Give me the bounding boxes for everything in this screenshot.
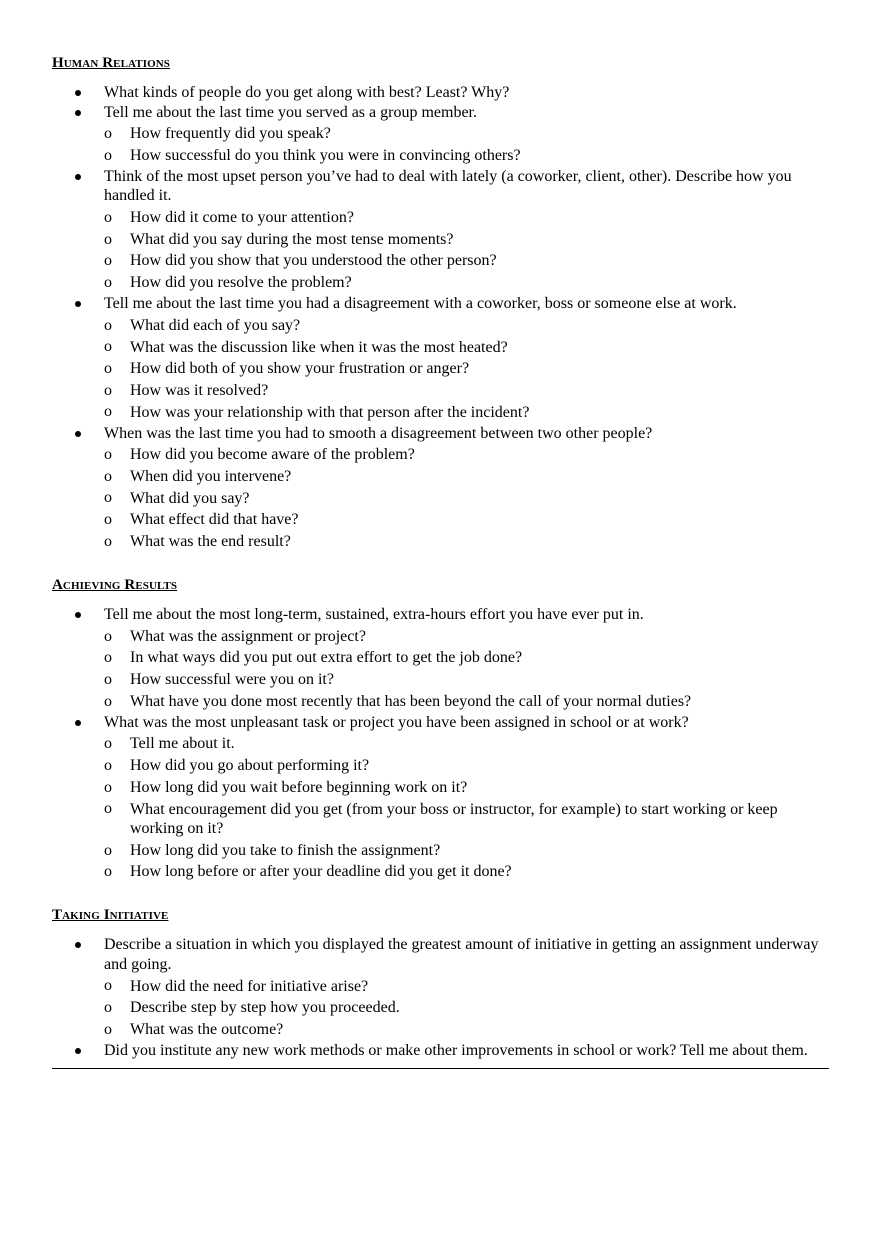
circle-bullet-icon: o: [104, 649, 112, 667]
sub-list-item: [104, 690, 825, 712]
section-heading: Human Relations: [52, 55, 171, 71]
sub-list: [104, 314, 829, 422]
sub-list-item: [104, 465, 825, 487]
sub-list-item: [104, 860, 825, 882]
circle-bullet-icon: o: [104, 360, 112, 377]
bullet-icon: [75, 612, 81, 618]
sub-list-item: [104, 122, 825, 144]
bullet-list: [52, 935, 829, 1060]
sub-question-text: How did you become aware of the problem?: [130, 446, 415, 464]
circle-bullet-icon: o: [104, 735, 112, 753]
sub-list: [104, 732, 829, 882]
sub-list-item: [104, 144, 825, 166]
sub-list-item: [104, 996, 825, 1018]
bullet-list: [52, 605, 829, 883]
sub-question-text: How long did you take to finish the assignment?: [130, 841, 441, 859]
sub-list-item: [104, 228, 825, 250]
sub-question-text: What did you say during the most tense moments?: [130, 230, 454, 248]
sub-list-item: [104, 625, 825, 647]
sub-question-text: How was your relationship with that person after the incident?: [130, 403, 530, 421]
list-item: [52, 167, 829, 294]
question-text: Tell me about the last time you served as a group member.: [104, 103, 477, 121]
circle-bullet-icon: o: [104, 800, 112, 818]
circle-bullet-icon: o: [104, 999, 112, 1017]
sub-question-text: In what ways did you put out extra effort to get the job done?: [130, 649, 523, 667]
question-text: Did you institute any new work methods or make other improvements in school or work? Tell me about them.: [104, 1041, 808, 1059]
circle-bullet-icon: o: [104, 316, 112, 334]
circle-bullet-icon: o: [104, 125, 112, 142]
section: [52, 54, 829, 553]
circle-bullet-icon: o: [104, 489, 112, 507]
bullet-icon: [75, 174, 81, 180]
question-text: Tell me about the most long-term, sustained, extra-hours effort you have ever put in.: [104, 606, 644, 623]
sub-question-text: When did you intervene?: [130, 467, 292, 485]
question-text: Tell me about the last time you had a disagreement with a coworker, boss or someone else at work.: [104, 295, 737, 313]
list-item: [52, 935, 829, 1041]
sub-list: [104, 206, 829, 293]
circle-bullet-icon: o: [104, 532, 112, 550]
sub-question-text: What was the discussion like when it was the most heated?: [130, 338, 508, 356]
sub-list: [104, 443, 829, 551]
bullet-icon: [75, 301, 81, 307]
sub-list-item: [104, 335, 825, 357]
sub-list-item: [104, 379, 825, 401]
sub-list-item: [104, 249, 825, 271]
sub-list-item: [104, 668, 825, 690]
circle-bullet-icon: o: [104, 146, 112, 164]
sub-list-item: [104, 271, 825, 293]
question-text: Think of the most upset person you’ve had to deal with lately (a coworker, client, other). Describe how you handled it.: [104, 167, 792, 205]
sub-list-item: [104, 508, 825, 530]
sub-list-item: [104, 776, 825, 798]
circle-bullet-icon: o: [104, 446, 112, 464]
bullet-list: [52, 83, 829, 553]
circle-bullet-icon: o: [104, 670, 112, 688]
sub-list-item: [104, 754, 825, 776]
circle-bullet-icon: o: [104, 511, 112, 529]
question-text: When was the last time you had to smooth a disagreement between two other people?: [104, 424, 653, 442]
sub-question-text: What was the assignment or project?: [130, 627, 366, 645]
question-text: What was the most unpleasant task or project you have been assigned in school or at work?: [104, 713, 689, 731]
list-item: [52, 103, 829, 167]
sub-list-item: [104, 839, 825, 861]
list-item: [52, 83, 829, 103]
circle-bullet-icon: o: [104, 692, 112, 710]
circle-bullet-icon: o: [104, 273, 112, 291]
sub-question-text: How did it come to your attention?: [130, 209, 354, 227]
sub-question-text: How did you resolve the problem?: [130, 274, 352, 292]
circle-bullet-icon: o: [104, 230, 112, 248]
circle-bullet-icon: o: [104, 778, 112, 796]
circle-bullet-icon: o: [104, 863, 112, 881]
sub-question-text: How frequently did you speak?: [130, 125, 331, 143]
sub-question-text: What effect did that have?: [130, 511, 299, 529]
bullet-icon: [75, 431, 81, 437]
sub-question-text: How successful do you think you were in convincing others?: [130, 146, 521, 164]
bullet-icon: [75, 720, 81, 726]
sub-list-item: [104, 314, 825, 336]
sub-list-item: [104, 357, 825, 379]
section: [52, 576, 829, 883]
list-item: [52, 294, 829, 423]
circle-bullet-icon: o: [104, 977, 112, 995]
sub-question-text: What have you done most recently that has been beyond the call of your normal duties?: [130, 692, 692, 710]
circle-bullet-icon: o: [104, 208, 112, 226]
section-heading: Achieving Results: [52, 577, 178, 593]
sub-list-item: [104, 400, 825, 422]
section: [52, 906, 829, 1060]
sub-list-item: [104, 797, 825, 838]
bullet-icon: [75, 1048, 81, 1054]
circle-bullet-icon: o: [104, 627, 112, 645]
circle-bullet-icon: o: [104, 381, 112, 399]
circle-bullet-icon: o: [104, 403, 112, 421]
bullet-icon: [75, 90, 81, 96]
bullet-icon: [75, 110, 81, 116]
bullet-icon: [75, 942, 81, 948]
sub-list-item: [104, 1018, 825, 1040]
sub-question-text: How long did you wait before beginning work on it?: [130, 778, 468, 796]
sub-question-text: What was the end result?: [130, 533, 291, 550]
circle-bullet-icon: o: [104, 252, 112, 270]
list-item: [52, 1041, 829, 1061]
circle-bullet-icon: o: [104, 338, 112, 356]
sub-list-item: [104, 530, 825, 552]
sub-list-item: [104, 486, 825, 508]
document-page: [52, 54, 829, 1083]
sub-list-item: [104, 732, 825, 754]
list-item: [52, 424, 829, 553]
circle-bullet-icon: o: [104, 1020, 112, 1038]
sub-list-item: [104, 443, 825, 465]
circle-bullet-icon: o: [104, 467, 112, 485]
question-text: What kinds of people do you get along with best? Least? Why?: [104, 84, 510, 101]
sub-question-text: How long before or after your deadline did you get it done?: [130, 863, 512, 881]
sub-question-text: Tell me about it.: [130, 735, 235, 753]
sub-question-text: How was it resolved?: [130, 381, 269, 399]
sub-list: [104, 625, 829, 712]
section-heading: Taking Initiative: [52, 907, 169, 924]
sub-question-text: How did you go about performing it?: [130, 757, 370, 775]
sub-question-text: How successful were you on it?: [130, 671, 334, 689]
sub-list-item: [104, 974, 825, 996]
sub-list: [104, 122, 829, 165]
sub-question-text: Describe step by step how you proceeded.: [130, 999, 400, 1017]
sub-question-text: How did the need for initiative arise?: [130, 977, 369, 995]
sub-question-text: What encouragement did you get (from your boss or instructor, for example) to start working or keep working on it?: [130, 800, 778, 837]
sub-question-text: How did both of you show your frustration or anger?: [130, 360, 470, 378]
sub-question-text: What did each of you say?: [130, 316, 301, 334]
question-text: Describe a situation in which you displayed the greatest amount of initiative in getting an assignment underway and going.: [104, 936, 819, 973]
sub-list-item: [104, 206, 825, 228]
list-item: [52, 605, 829, 713]
sub-question-text: What did you say?: [130, 489, 250, 507]
sub-question-text: What was the outcome?: [130, 1020, 284, 1038]
horizontal-rule: [52, 1068, 829, 1069]
sub-question-text: How did you show that you understood the other person?: [130, 252, 497, 270]
sub-list: [104, 974, 829, 1039]
sub-list-item: [104, 646, 825, 668]
circle-bullet-icon: o: [104, 756, 112, 774]
list-item: [52, 713, 829, 884]
circle-bullet-icon: o: [104, 841, 112, 859]
